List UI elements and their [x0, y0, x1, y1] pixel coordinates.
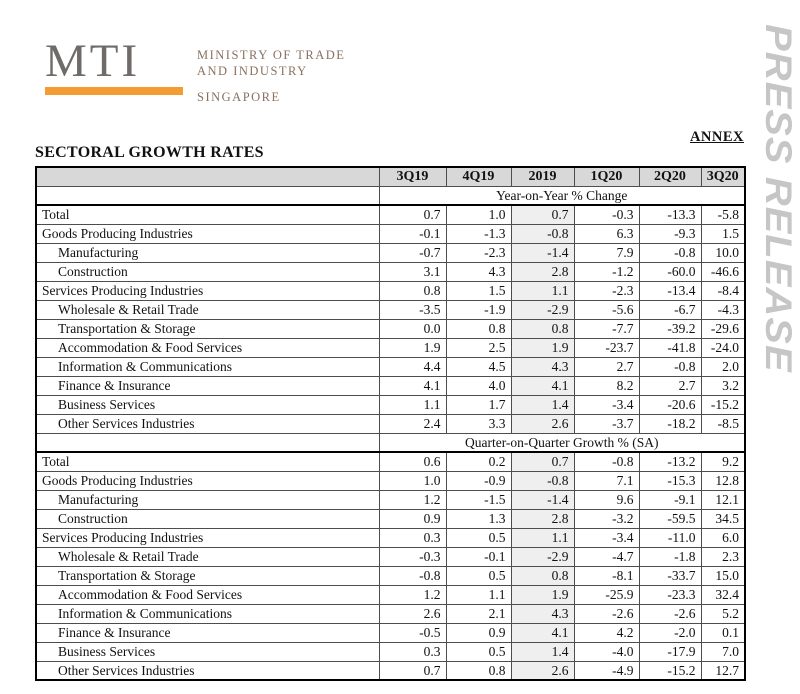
value-cell: -4.9: [574, 661, 639, 680]
value-cell: -25.9: [574, 585, 639, 604]
row-label: Wholesale & Retail Trade: [36, 547, 379, 566]
row-label: Business Services: [36, 395, 379, 414]
table-row: [36, 604, 745, 623]
value-cell: -33.7: [639, 566, 701, 585]
row-label: Information & Communications: [36, 604, 379, 623]
table-row: [36, 281, 745, 300]
table-row: [36, 376, 745, 395]
table-row: [36, 642, 745, 661]
value-cell: 4.4: [379, 357, 446, 376]
value-cell: -8.1: [574, 566, 639, 585]
value-cell: 1.5: [446, 281, 511, 300]
value-cell: -4.7: [574, 547, 639, 566]
value-cell: -2.0: [639, 623, 701, 642]
value-cell: 4.3: [511, 604, 574, 623]
value-cell: 2.8: [511, 262, 574, 281]
row-label: Construction: [36, 509, 379, 528]
value-cell: 1.1: [511, 281, 574, 300]
table-row: [36, 452, 745, 471]
value-cell: 0.2: [446, 452, 511, 471]
row-label: Total: [36, 205, 379, 224]
value-cell: 7.9: [574, 243, 639, 262]
value-cell: 1.9: [379, 338, 446, 357]
table-row: [36, 509, 745, 528]
value-cell: 0.1: [701, 623, 745, 642]
value-cell: 32.4: [701, 585, 745, 604]
value-cell: -60.0: [639, 262, 701, 281]
table-row: [36, 490, 745, 509]
value-cell: 1.7: [446, 395, 511, 414]
row-label: Finance & Insurance: [36, 376, 379, 395]
value-cell: 0.8: [446, 319, 511, 338]
value-cell: 2.6: [511, 414, 574, 433]
mti-logo-acronym: MTI: [45, 35, 141, 87]
value-cell: -2.6: [574, 604, 639, 623]
value-cell: 4.5: [446, 357, 511, 376]
value-cell: 3.2: [701, 376, 745, 395]
value-cell: -1.4: [511, 490, 574, 509]
mti-logo: [45, 35, 346, 105]
value-cell: -0.3: [379, 547, 446, 566]
value-cell: 1.5: [701, 224, 745, 243]
value-cell: -8.4: [701, 281, 745, 300]
value-cell: 0.6: [379, 452, 446, 471]
value-cell: 1.9: [511, 585, 574, 604]
value-cell: -0.8: [639, 243, 701, 262]
value-cell: -1.4: [511, 243, 574, 262]
value-cell: -4.0: [574, 642, 639, 661]
mti-logo-wordmark: [197, 38, 345, 105]
sectoral-growth-table: [35, 166, 746, 681]
row-label: Goods Producing Industries: [36, 224, 379, 243]
value-cell: 4.0: [446, 376, 511, 395]
mti-logo-mark: [45, 35, 183, 105]
value-cell: -1.9: [446, 300, 511, 319]
value-cell: 9.6: [574, 490, 639, 509]
value-cell: -13.2: [639, 452, 701, 471]
value-cell: -0.8: [574, 452, 639, 471]
value-cell: 0.8: [446, 661, 511, 680]
table-row: [36, 243, 745, 262]
value-cell: 0.5: [446, 528, 511, 547]
row-label: Goods Producing Industries: [36, 471, 379, 490]
mti-logo-orange-bar: [45, 87, 183, 95]
value-cell: 2.5: [446, 338, 511, 357]
value-cell: -17.9: [639, 642, 701, 661]
row-label: Manufacturing: [36, 490, 379, 509]
value-cell: 0.8: [511, 319, 574, 338]
value-cell: -2.3: [446, 243, 511, 262]
table-row: [36, 623, 745, 642]
value-cell: 3.3: [446, 414, 511, 433]
table-row: [36, 414, 745, 433]
row-label: Services Producing Industries: [36, 528, 379, 547]
value-cell: 5.2: [701, 604, 745, 623]
value-cell: -0.1: [446, 547, 511, 566]
value-cell: -46.6: [701, 262, 745, 281]
value-cell: 2.1: [446, 604, 511, 623]
table-row: [36, 661, 745, 680]
table-row: [36, 528, 745, 547]
value-cell: -5.6: [574, 300, 639, 319]
value-cell: 1.4: [511, 395, 574, 414]
value-cell: -0.8: [511, 224, 574, 243]
value-cell: 1.0: [446, 205, 511, 224]
value-cell: 15.0: [701, 566, 745, 585]
value-cell: 12.7: [701, 661, 745, 680]
row-label: Transportation & Storage: [36, 566, 379, 585]
value-cell: 6.3: [574, 224, 639, 243]
value-cell: -0.8: [511, 471, 574, 490]
value-cell: 2.6: [379, 604, 446, 623]
value-cell: -6.7: [639, 300, 701, 319]
value-cell: 0.8: [379, 281, 446, 300]
row-label: Business Services: [36, 642, 379, 661]
column-header-2q20: 2Q20: [639, 167, 701, 186]
table-row: [36, 547, 745, 566]
value-cell: -9.3: [639, 224, 701, 243]
table-row: [36, 262, 745, 281]
value-cell: 0.0: [379, 319, 446, 338]
value-cell: 0.9: [446, 623, 511, 642]
value-cell: -0.9: [446, 471, 511, 490]
section-header-row: [36, 433, 745, 452]
column-header-2019: 2019: [511, 167, 574, 186]
value-cell: 0.5: [446, 566, 511, 585]
value-cell: 7.1: [574, 471, 639, 490]
value-cell: -9.1: [639, 490, 701, 509]
value-cell: -1.3: [446, 224, 511, 243]
value-cell: 4.1: [511, 623, 574, 642]
value-cell: -1.8: [639, 547, 701, 566]
value-cell: -41.8: [639, 338, 701, 357]
value-cell: 2.7: [639, 376, 701, 395]
value-cell: -0.1: [379, 224, 446, 243]
value-cell: -1.2: [574, 262, 639, 281]
value-cell: -3.7: [574, 414, 639, 433]
annex-label: ANNEX: [689, 129, 744, 145]
value-cell: 12.1: [701, 490, 745, 509]
row-label: Accommodation & Food Services: [36, 585, 379, 604]
value-cell: 4.1: [511, 376, 574, 395]
value-cell: -8.5: [701, 414, 745, 433]
value-cell: 2.7: [574, 357, 639, 376]
value-cell: 1.2: [379, 490, 446, 509]
logo-text-line-1: MINISTRY OF TRADE: [197, 48, 346, 62]
logo-text-line-2: AND INDUSTRY: [197, 64, 308, 78]
value-cell: 9.2: [701, 452, 745, 471]
column-header-3q20: 3Q20: [701, 167, 745, 186]
value-cell: -15.2: [639, 661, 701, 680]
row-label: Services Producing Industries: [36, 281, 379, 300]
value-cell: -0.3: [574, 205, 639, 224]
row-label: Finance & Insurance: [36, 623, 379, 642]
table-header-row: [36, 167, 745, 186]
value-cell: -3.4: [574, 395, 639, 414]
value-cell: -0.8: [639, 357, 701, 376]
value-cell: -3.5: [379, 300, 446, 319]
value-cell: 2.0: [701, 357, 745, 376]
value-cell: -20.6: [639, 395, 701, 414]
value-cell: -1.5: [446, 490, 511, 509]
value-cell: 1.1: [379, 395, 446, 414]
value-cell: 1.9: [511, 338, 574, 357]
value-cell: 3.1: [379, 262, 446, 281]
table-row: [36, 471, 745, 490]
value-cell: 0.3: [379, 528, 446, 547]
table-row: [36, 300, 745, 319]
corner-cell: [36, 167, 379, 186]
value-cell: 1.4: [511, 642, 574, 661]
value-cell: 2.8: [511, 509, 574, 528]
row-label: Manufacturing: [36, 243, 379, 262]
table-row: [36, 566, 745, 585]
value-cell: 0.5: [446, 642, 511, 661]
value-cell: -11.0: [639, 528, 701, 547]
value-cell: 1.2: [379, 585, 446, 604]
value-cell: -0.8: [379, 566, 446, 585]
table-row: [36, 205, 745, 224]
value-cell: -59.5: [639, 509, 701, 528]
value-cell: 0.7: [511, 205, 574, 224]
value-cell: -18.2: [639, 414, 701, 433]
value-cell: 8.2: [574, 376, 639, 395]
table-row: [36, 319, 745, 338]
row-label: Other Services Industries: [36, 414, 379, 433]
value-cell: 34.5: [701, 509, 745, 528]
value-cell: 10.0: [701, 243, 745, 262]
value-cell: 4.2: [574, 623, 639, 642]
value-cell: -24.0: [701, 338, 745, 357]
row-label: Construction: [36, 262, 379, 281]
value-cell: 2.6: [511, 661, 574, 680]
section-header-row: [36, 186, 745, 205]
logo-text-line-3: SINGAPORE: [197, 90, 281, 104]
value-cell: 1.3: [446, 509, 511, 528]
value-cell: -2.3: [574, 281, 639, 300]
row-label: Other Services Industries: [36, 661, 379, 680]
table-row: [36, 338, 745, 357]
value-cell: 0.7: [379, 661, 446, 680]
value-cell: 4.3: [446, 262, 511, 281]
value-cell: 4.1: [379, 376, 446, 395]
value-cell: 7.0: [701, 642, 745, 661]
row-label: Wholesale & Retail Trade: [36, 300, 379, 319]
section-empty-cell: [36, 433, 379, 452]
value-cell: -13.3: [639, 205, 701, 224]
value-cell: -29.6: [701, 319, 745, 338]
table-row: [36, 585, 745, 604]
column-header-4q19: 4Q19: [446, 167, 511, 186]
value-cell: 2.3: [701, 547, 745, 566]
page-title: SECTORAL GROWTH RATES: [35, 144, 264, 161]
value-cell: 0.8: [511, 566, 574, 585]
value-cell: 0.7: [511, 452, 574, 471]
column-header-3q19: 3Q19: [379, 167, 446, 186]
row-label: Transportation & Storage: [36, 319, 379, 338]
value-cell: -7.7: [574, 319, 639, 338]
row-label: Total: [36, 452, 379, 471]
row-label: Accommodation & Food Services: [36, 338, 379, 357]
value-cell: 6.0: [701, 528, 745, 547]
section-label: Year-on-Year % Change: [379, 186, 745, 205]
value-cell: -13.4: [639, 281, 701, 300]
section-label: Quarter-on-Quarter Growth % (SA): [379, 433, 745, 452]
column-header-1q20: 1Q20: [574, 167, 639, 186]
press-release-watermark: PRESS RELEASE: [757, 24, 798, 373]
value-cell: 0.3: [379, 642, 446, 661]
value-cell: 1.1: [511, 528, 574, 547]
value-cell: 4.3: [511, 357, 574, 376]
value-cell: -23.7: [574, 338, 639, 357]
value-cell: 2.4: [379, 414, 446, 433]
value-cell: 0.9: [379, 509, 446, 528]
value-cell: -23.3: [639, 585, 701, 604]
value-cell: 12.8: [701, 471, 745, 490]
value-cell: -2.9: [511, 547, 574, 566]
value-cell: -0.7: [379, 243, 446, 262]
value-cell: 1.0: [379, 471, 446, 490]
value-cell: -39.2: [639, 319, 701, 338]
value-cell: -0.5: [379, 623, 446, 642]
row-label: Information & Communications: [36, 357, 379, 376]
value-cell: -15.2: [701, 395, 745, 414]
value-cell: -5.8: [701, 205, 745, 224]
value-cell: -15.3: [639, 471, 701, 490]
value-cell: 1.1: [446, 585, 511, 604]
value-cell: -3.2: [574, 509, 639, 528]
value-cell: -2.6: [639, 604, 701, 623]
section-empty-cell: [36, 186, 379, 205]
value-cell: -4.3: [701, 300, 745, 319]
value-cell: 0.7: [379, 205, 446, 224]
value-cell: -2.9: [511, 300, 574, 319]
table-row: [36, 224, 745, 243]
table-row: [36, 395, 745, 414]
table-row: [36, 357, 745, 376]
value-cell: -3.4: [574, 528, 639, 547]
